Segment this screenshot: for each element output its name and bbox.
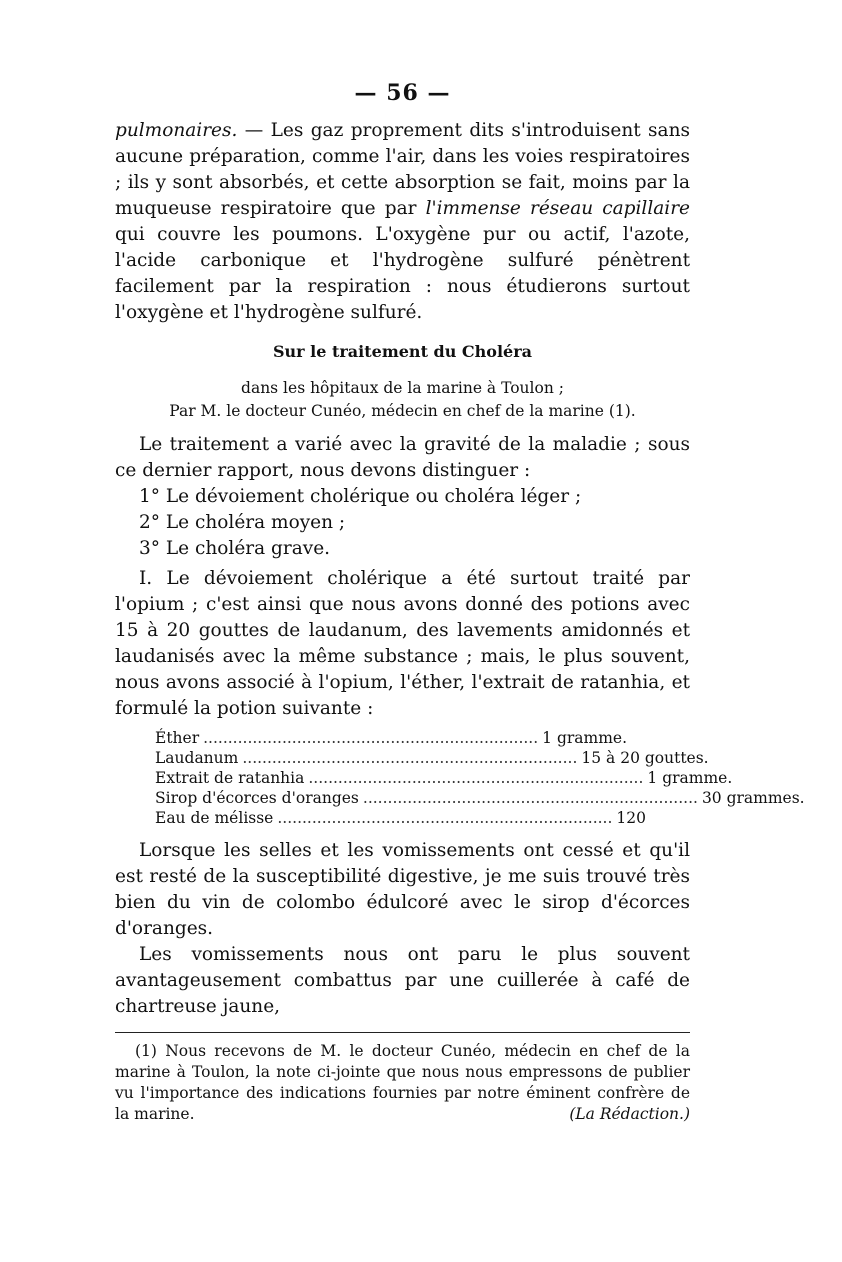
formula-leader: .................................................................... — [308, 769, 644, 787]
list-item: 1° Le dévoiement cholérique ou choléra léger ; — [139, 486, 582, 507]
formula-row — [155, 768, 733, 788]
list-item: 2° Le choléra moyen ; — [139, 512, 346, 533]
byline-suffix: , médecin en chef de la marine — [361, 402, 609, 420]
page-number: — 56 — — [354, 80, 451, 106]
byline-footnote-ref: (1). — [608, 402, 636, 420]
formula-quantity: 1 gramme. — [647, 769, 733, 787]
byline — [115, 400, 690, 422]
formula-ingredient: Eau de mélisse — [155, 809, 274, 827]
document-page — [115, 80, 805, 1125]
byline-prefix: Par M. le docteur — [169, 402, 311, 420]
formula-row — [155, 788, 805, 808]
formula-quantity: 15 à 20 gouttes. — [581, 749, 709, 767]
footnote — [115, 1041, 690, 1125]
formula-leader: .................................................................... — [277, 809, 613, 827]
formula-ingredient: Extrait de ratanhia — [155, 769, 305, 787]
list-item: 3° Le choléra grave. — [139, 538, 331, 559]
section-heading-line1: Sur le traitement du Choléra — [272, 342, 533, 361]
formula-quantity: 120 — [616, 809, 646, 827]
potion-formula — [155, 728, 805, 828]
section-heading-line2: dans les hôpitaux de la marine à Toulon ; — [241, 379, 564, 397]
formula-ingredient: Sirop d'écorces d'oranges — [155, 789, 359, 807]
formula-ingredient: Laudanum — [155, 749, 239, 767]
formula-leader: .................................................................... — [242, 749, 578, 767]
formula-row — [155, 728, 635, 748]
formula-leader: .................................................................... — [203, 729, 539, 747]
intro-italic-start: pulmonaires. — [115, 120, 238, 141]
footnote-divider — [115, 1032, 690, 1033]
intro-text-a: — Les gaz proprement dits s'introduisent sans aucune préparation, comme l'air, dans les voies respiratoires ; ils y sont absorbés, et cette absorption se fait, moins par la muqueuse respiratoire que par — [115, 120, 690, 219]
byline-author: Cunéo — [311, 402, 362, 420]
devoiement-paragraph: I. Le dévoiement cholérique a été surtout traité par l'opium ; c'est ainsi que nous avons donné des potions avec 15 à 20 gouttes de laudanum, des lavements amidonnés et laudanisés avec la même substance ; mais, le plus souvent, nous avons associé à l'opium, l'éther, l'extrait de ratanhia, et formulé la potion suivante : — [115, 568, 690, 719]
footnote-text: (1) Nous recevons de M. le docteur Cunéo, médecin en chef de la marine à Toulon, la note ci-jointe que nous nous empressons de publier vu l'importance des indications fournies par notre éminent confrère de la marine. — [115, 1042, 690, 1123]
intro-text-b: qui couvre les poumons. L'oxygène pur ou actif, l'azote, l'acide carbonique et l'hydrogène sulfuré pénètrent facilement par la respiration : nous étudierons surtout l'oxygène et l'hydrogène sulfuré. — [115, 224, 690, 323]
formula-row — [155, 808, 646, 828]
formula-quantity: 30 grammes. — [701, 789, 805, 807]
formula-quantity: 1 gramme. — [542, 729, 628, 747]
formula-ingredient: Éther — [155, 729, 200, 747]
intro-paragraph — [115, 118, 690, 326]
formula-leader: .................................................................... — [362, 789, 698, 807]
formula-row — [155, 748, 709, 768]
intro-italic-mid: l'immense réseau capillaire — [425, 198, 690, 219]
vomiting-paragraph: Les vomissements nous ont paru le plus souvent avantageusement combattus par une cuillerée à café de chartreuse jaune, — [115, 944, 690, 1017]
footnote-signature: (La Rédaction.) — [569, 1105, 690, 1123]
digestive-paragraph: Lorsque les selles et les vomissements ont cessé et qu'il est resté de la susceptibilité digestive, je me suis trouvé très bien du vin de colombo édulcoré avec le sirop d'écorces d'oranges. — [115, 840, 690, 939]
treatment-intro-paragraph: Le traitement a varié avec la gravité de la maladie ; sous ce dernier rapport, nous devons distinguer : — [115, 434, 690, 481]
